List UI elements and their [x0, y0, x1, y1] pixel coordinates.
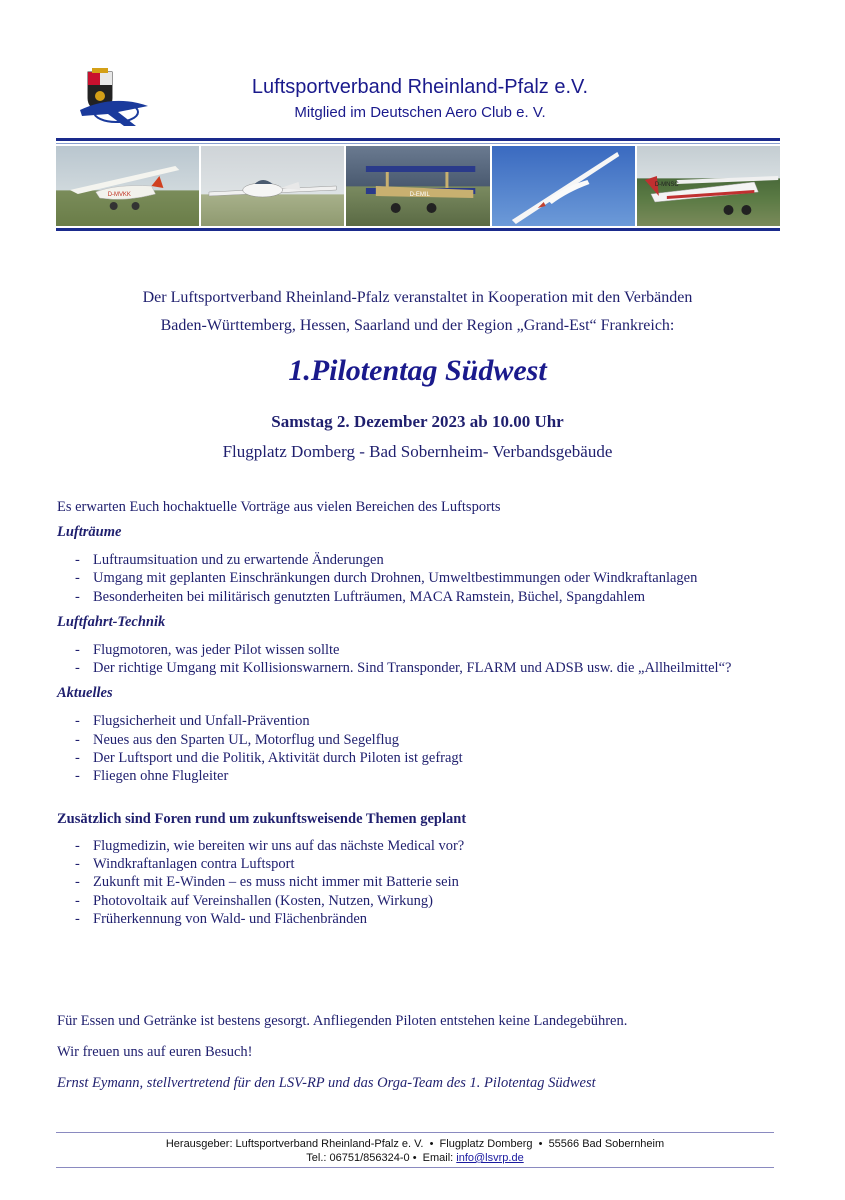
footer-phone: Tel.: 06751/856324-0 • Email:: [306, 1152, 457, 1164]
section-heading-technik: Luftfahrt-Technik: [57, 613, 166, 630]
banner-registration-1: D-MVKK: [107, 191, 131, 199]
program-lead: Es erwarten Euch hochaktuelle Vorträge aus vielen Bereichen des Luftsports: [57, 499, 501, 515]
section-heading-lufträume: Lufträume: [57, 524, 122, 540]
signature: Ernst Eymann, stellvertretend für den LSV-RP und das Orga-Team des 1. Pilotentag Südwest: [57, 1075, 596, 1091]
list-item: - Luftraumsituation und zu erwartende Änderungen: [57, 551, 787, 569]
intro-text: [60, 284, 775, 340]
list-item: - Fliegen ohne Flugleiter: [57, 767, 787, 785]
section-list-aktuelles: [57, 712, 787, 785]
intro-line-2: Baden-Württemberg, Hessen, Saarland und der Region „Grand-Est“ Frankreich:: [160, 317, 675, 334]
event-title: 1.Pilotentag Südwest: [288, 354, 547, 387]
footer: [56, 1137, 774, 1165]
banner-registration-2: D-EMIL: [410, 191, 431, 199]
banner-photo-biplane: [346, 146, 489, 226]
org-name: Luftsportverband Rheinland-Pfalz e.V.: [251, 76, 589, 98]
list-item: - Neues aus den Sparten UL, Motorflug und Segelflug: [57, 731, 787, 749]
list-item: - Der richtige Umgang mit Kollisionswarnern. Sind Transponder, FLARM und ADSB usw. die „Allheilmittel“?: [57, 659, 733, 677]
aircraft-banner: [56, 146, 780, 226]
footer-contact: [56, 1151, 774, 1165]
list-item: - Früherkennung von Wald- und Flächenbränden: [57, 910, 787, 928]
forums-heading: Zusätzlich sind Foren rund um zukunftsweisende Themen geplant: [57, 810, 467, 827]
list-item: - Flugmedizin, wie bereiten wir uns auf das nächste Medical vor?: [57, 837, 787, 855]
list-item: - Umgang mit geplanten Einschränkungen durch Drohnen, Umweltbestimmungen oder Windkraftanlagen: [57, 569, 787, 587]
event-place: Flugplatz Domberg - Bad Sobernheim- Verbandsgebäude: [222, 442, 613, 461]
program-content: [57, 498, 787, 935]
lsv-logo: [78, 66, 150, 136]
forums-list: [57, 837, 787, 928]
header-divider-thin: [56, 143, 780, 144]
footer-divider-bottom: [56, 1167, 774, 1168]
list-item: - Windkraftanlagen contra Luftsport: [57, 855, 787, 873]
section-list-technik: [57, 641, 787, 678]
list-item: - Besonderheiten bei militärisch genutzten Lufträumen, MACA Ramstein, Büchel, Spangdahlem: [57, 588, 787, 606]
list-item: - Flugmotoren, was jeder Pilot wissen sollte: [57, 641, 787, 659]
welcome-note: Wir freuen uns auf euren Besuch!: [57, 1044, 253, 1060]
header-divider: [56, 138, 780, 141]
footer-email-link[interactable]: info@lsvrp.de: [456, 1152, 524, 1164]
list-item: - Der Luftsport und die Politik, Aktivität durch Piloten ist gefragt: [57, 749, 787, 767]
footer-divider-top: [56, 1132, 774, 1133]
footer-publisher: Herausgeber: Luftsportverband Rheinland-Pfalz e. V. • Flugplatz Domberg • 55566 Bad Sobernheim: [165, 1138, 665, 1150]
banner-photo-taildragger: [637, 146, 780, 226]
banner-divider: [56, 228, 780, 231]
event-date: Samstag 2. Dezember 2023 ab 10.00 Uhr: [271, 412, 564, 431]
list-item: - Zukunft mit E-Winden – es muss nicht immer mit Batterie sein: [57, 873, 787, 891]
list-item: - Photovoltaik auf Vereinshallen (Kosten, Nutzen, Wirkung): [57, 892, 787, 910]
banner-photo-lowwing: [201, 146, 344, 226]
closing-section: [57, 1012, 787, 1093]
section-heading-aktuelles: Aktuelles: [57, 685, 113, 702]
membership-line: Mitglied im Deutschen Aero Club e. V.: [294, 104, 546, 121]
banner-photo-glider: [492, 146, 635, 226]
section-list-lufträume: [57, 551, 787, 606]
banner-photo-ultralight: [56, 146, 199, 226]
catering-note: Für Essen und Getränke ist bestens gesorgt. Anfliegenden Piloten entstehen keine Landegebühren.: [57, 1013, 628, 1029]
list-item: - Flugsicherheit und Unfall-Prävention: [57, 712, 787, 730]
banner-registration-5: D-MNSC: [654, 181, 679, 189]
intro-line-1: Der Luftsportverband Rheinland-Pfalz veranstaltet in Kooperation mit den Verbänden: [142, 289, 693, 306]
